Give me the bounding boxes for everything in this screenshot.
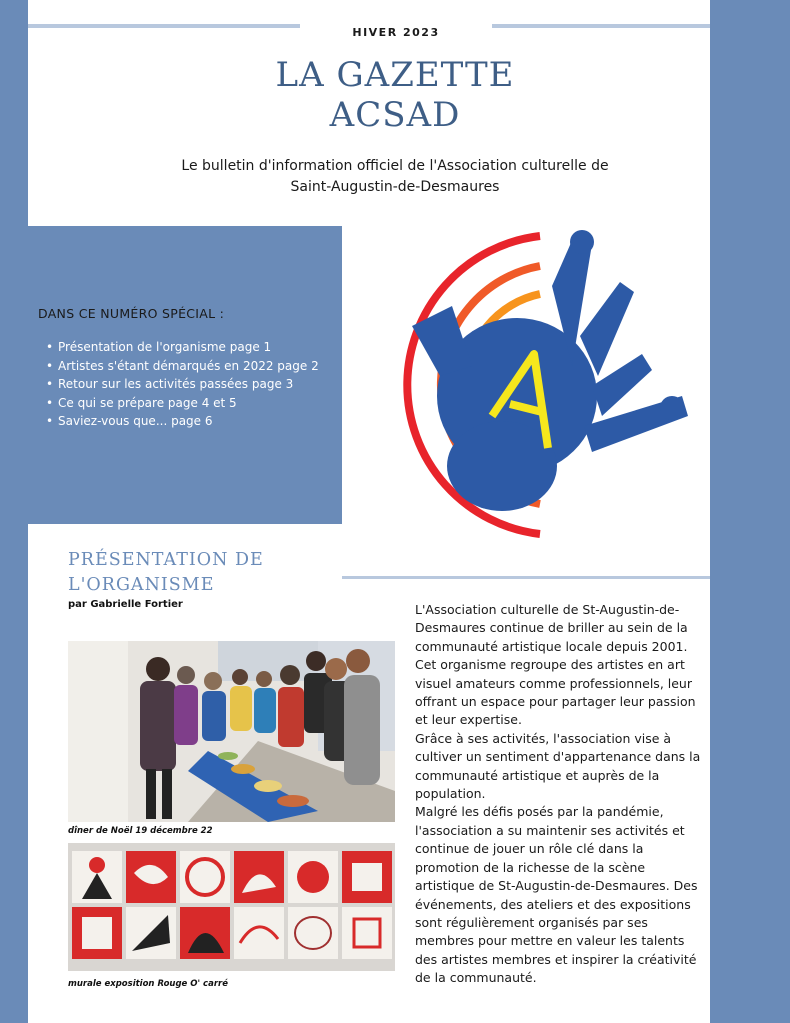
title-line-2: ACSAD bbox=[329, 95, 461, 135]
subtitle-line-1: Le bulletin d'information officiel de l'Association culturelle de bbox=[181, 158, 609, 174]
acsad-hand-logo bbox=[352, 226, 702, 546]
header-rule-right bbox=[492, 24, 710, 28]
table-of-contents-panel bbox=[28, 226, 342, 524]
left-color-band bbox=[0, 0, 28, 1023]
newsletter-subtitle bbox=[150, 156, 640, 198]
article-body bbox=[415, 601, 705, 988]
article-paragraph: Grâce à ses activités, l'association vise à cultiver un sentiment d'appartenance dans la communauté artistique et auprès de la population. bbox=[415, 730, 701, 802]
article-paragraph: Malgré les défis posés par la pandémie, l'association a su maintenir ses activités et continue de jouer un rôle clé dans la promotion de la richesse de la scène artistique de St-Augustin-de-Desmaures. Des événements, des ateliers et des expositions sont régulièrement organisés par ses membres pour mettre en valeur les talents des artistes membres et inspirer la créativité de la communauté. bbox=[415, 804, 698, 986]
section-divider bbox=[342, 576, 710, 579]
title-line-1: LA GAZETTE bbox=[275, 55, 515, 95]
header-rule-left bbox=[28, 24, 300, 28]
edition-label: HIVER 2023 bbox=[352, 26, 440, 39]
mural-exhibition-photo bbox=[68, 843, 395, 971]
photo-caption-mural: murale exposition Rouge O' carré bbox=[68, 979, 228, 989]
right-color-band bbox=[710, 0, 790, 1023]
section-title-line-2: L'ORGANISME bbox=[68, 575, 215, 595]
toc-heading: DANS CE NUMÉRO SPÉCIAL : bbox=[38, 306, 225, 321]
toc-item: • Artistes s'étant démarqués en 2022 page 2 bbox=[46, 357, 319, 376]
toc-item: • Présentation de l'organisme page 1 bbox=[46, 338, 319, 357]
photo-caption-dinner: dîner de Noël 19 décembre 22 bbox=[68, 826, 213, 836]
article-byline: par Gabrielle Fortier bbox=[68, 599, 183, 610]
toc-list bbox=[46, 338, 319, 431]
toc-item: • Ce qui se prépare page 4 et 5 bbox=[46, 394, 319, 413]
section-title bbox=[68, 548, 328, 598]
subtitle-line-2: Saint-Augustin-de-Desmaures bbox=[290, 179, 500, 195]
section-title-line-1: PRÉSENTATION DE bbox=[68, 550, 264, 570]
toc-item: • Retour sur les activités passées page 3 bbox=[46, 375, 319, 394]
christmas-dinner-photo bbox=[68, 641, 395, 822]
article-paragraph: L'Association culturelle de St-Augustin-de-Desmaures continue de briller au sein de la communauté artistique locale depuis 2001. Cet organisme regroupe des artistes en art visuel amateurs comme professionnels, leur offrant un espace pour partager leur passion et leur expertise. bbox=[415, 602, 696, 728]
newsletter-title bbox=[200, 55, 590, 135]
toc-item: • Saviez-vous que... page 6 bbox=[46, 412, 319, 431]
